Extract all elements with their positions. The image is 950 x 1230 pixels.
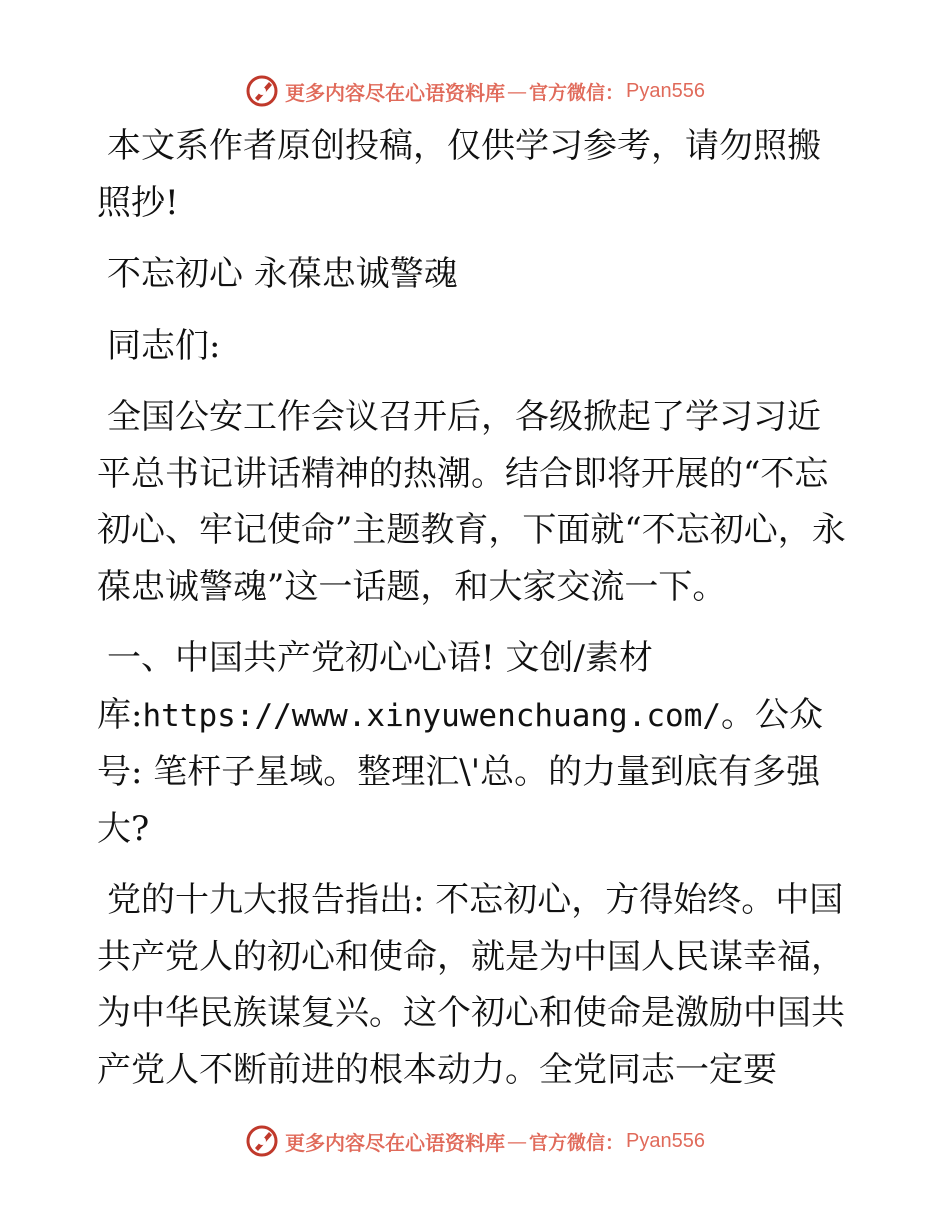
heading-1-suffix: 。公众号: 笔杆子星域。整理汇\'总。的力量到底有多强大?: [97, 694, 824, 849]
paragraph-2: 党的十九大报告指出: 不忘初心，方得始终。中国共产党人的初心和使命，就是为中国人民谋幸福，为中华民族谋复兴。这个初心和使命是激励中国共产党人不断前进的根本动力。全党同志一定要: [97, 880, 845, 1090]
header-watermark: [0, 71, 950, 111]
heading-1: [97, 630, 849, 857]
document-title: 不忘初心 永葆忠诚警魂: [107, 254, 458, 294]
watermark-dash: —: [507, 1129, 527, 1153]
watermark-wechat-id: Pyan556: [626, 79, 705, 102]
source-url-link[interactable]: https://www.xinyuwenchuang.com/: [142, 697, 722, 734]
heading-1-prefix: 一、中国共产党初心心语! 文创/素材库:: [97, 638, 653, 735]
pen-circle-logo-icon: [245, 74, 279, 108]
notice-paragraph: 本文系作者原创投稿，仅供学习参考，请勿照搬照抄!: [97, 126, 821, 223]
paragraph-1: 全国公安工作会议召开后，各级掀起了学习习近平总书记讲话精神的热潮。结合即将开展的“不忘初心、牢记使命”主题教育，下面就“不忘初心，永葆忠诚警魂”这一话题，和大家交流一下。: [97, 397, 846, 607]
document-body: [97, 118, 849, 1113]
watermark-sub-text: 官方微信：: [529, 1131, 625, 1154]
watermark-main-text: 更多内容尽在心语资料库: [285, 80, 505, 105]
watermark-main-text: 更多内容尽在心语资料库: [285, 1130, 505, 1155]
greeting: 同志们:: [107, 325, 221, 366]
footer-watermark: [0, 1121, 950, 1161]
watermark-wechat-id: Pyan556: [626, 1129, 705, 1152]
watermark-dash: —: [507, 79, 527, 103]
pen-circle-logo-icon: [245, 1124, 279, 1158]
watermark-sub-text: 官方微信：: [529, 81, 625, 104]
